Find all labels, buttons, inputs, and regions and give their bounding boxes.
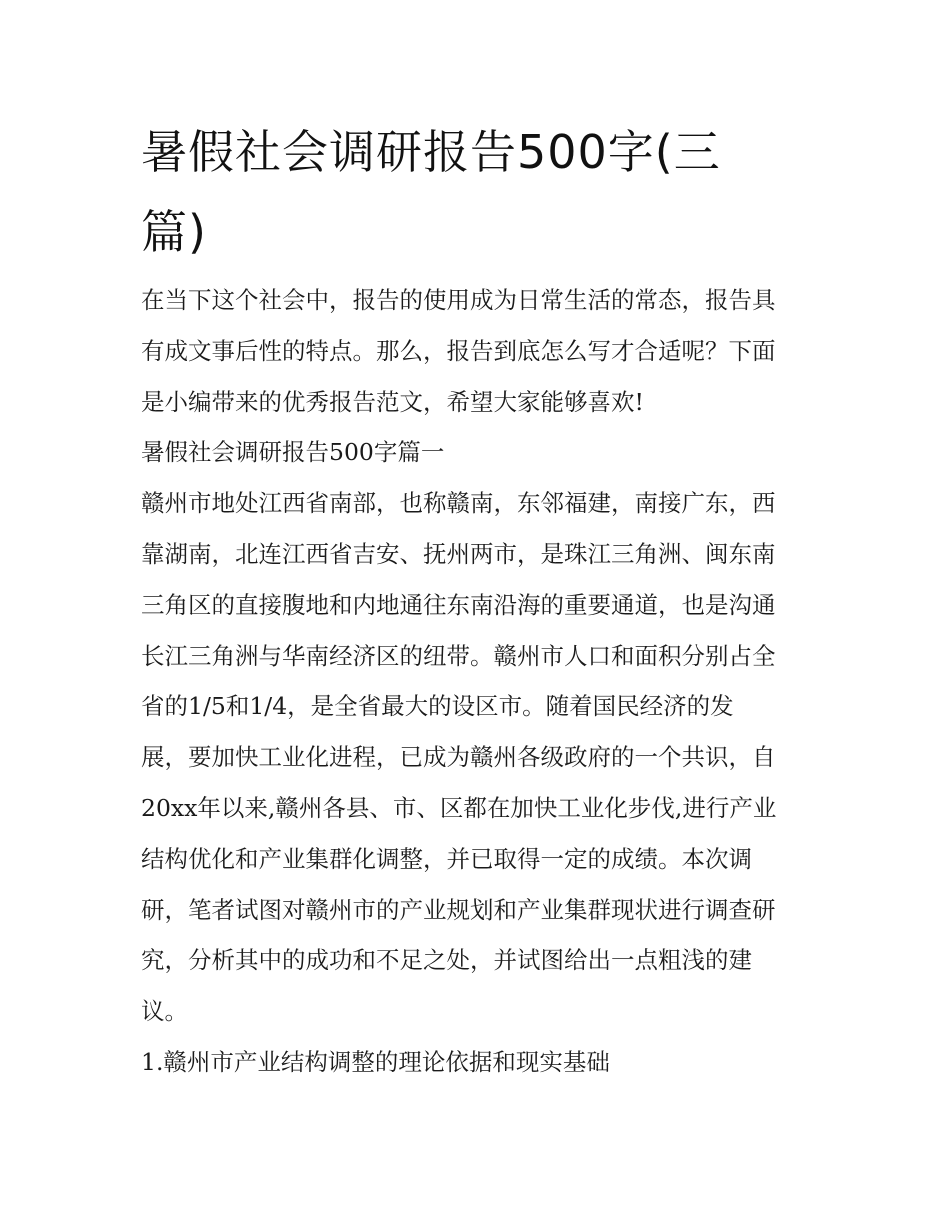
- title-line-2: 篇): [141, 205, 207, 259]
- body-line-6: 展，要加快工业化进程，已成为赣州各级政府的一个共识，自: [141, 743, 776, 771]
- body-line-1: 赣州市地处江西省南部，也称赣南，东邻福建，南接广东，西: [141, 489, 776, 517]
- title-line-1: 暑假社会调研报告500字(三: [141, 125, 721, 179]
- intro-line-2: 有成文事后性的特点。那么，报告到底怎么写才合适呢？下面: [141, 337, 776, 365]
- document-title: [141, 112, 821, 272]
- subheading: 1.赣州市产业结构调整的理论依据和现实基础: [141, 1048, 610, 1076]
- body-line-10: 究，分析其中的成功和不足之处，并试图给出一点粗浅的建: [141, 946, 752, 974]
- body-line-9: 研，笔者试图对赣州市的产业规划和产业集群现状进行调查研: [141, 896, 776, 924]
- body-line-7: 20xx年以来,赣州各县、市、区都在加快工业化步伐,进行产业: [141, 794, 777, 822]
- body-line-11: 议。: [141, 997, 188, 1025]
- section-heading: 暑假社会调研报告500字篇一: [141, 438, 445, 466]
- body-line-4: 长江三角洲与华南经济区的纽带。赣州市人口和面积分别占全: [141, 642, 776, 670]
- body-line-2: 靠湖南，北连江西省吉安、抚州两市，是珠江三角洲、闽东南: [141, 540, 776, 568]
- body-line-3: 三角区的直接腹地和内地通往东南沿海的重要通道，也是沟通: [141, 591, 776, 619]
- intro-line-1: 在当下这个社会中，报告的使用成为日常生活的常态，报告具: [141, 286, 776, 314]
- intro-line-3: 是小编带来的优秀报告范文，希望大家能够喜欢!: [141, 388, 644, 416]
- body-line-5: 省的1/5和1/4，是全省最大的设区市。随着国民经济的发: [141, 692, 734, 720]
- body-line-8: 结构优化和产业集群化调整，并已取得一定的成绩。本次调: [141, 845, 752, 873]
